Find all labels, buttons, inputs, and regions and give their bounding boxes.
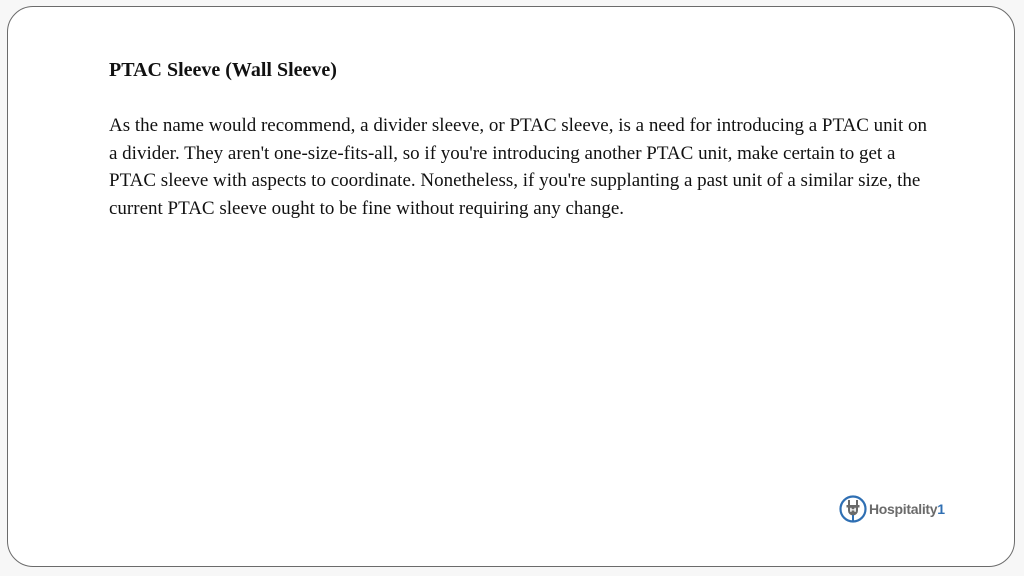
logo-wordmark <box>869 501 945 517</box>
hotel-plug-icon <box>838 494 868 524</box>
logo-name: Hospitality <box>869 501 938 517</box>
slide-body-text: As the name would recommend, a divider sleeve, or PTAC sleeve, is a need for introducing a PTAC unit on a divider. They aren't one-size-fits-all, so if you're introducing another PTAC unit, make certain to get a PTAC sleeve with aspects to coordinate. Nonetheless, if you're supplanting a past unit of a similar size, the current PTAC sleeve ought to be fine without requiring any change. <box>109 115 927 219</box>
slide <box>7 6 1015 567</box>
logo-number: 1 <box>937 501 945 517</box>
hospitality1-logo <box>838 492 945 526</box>
slide-title: PTAC Sleeve (Wall Sleeve) <box>109 59 337 81</box>
